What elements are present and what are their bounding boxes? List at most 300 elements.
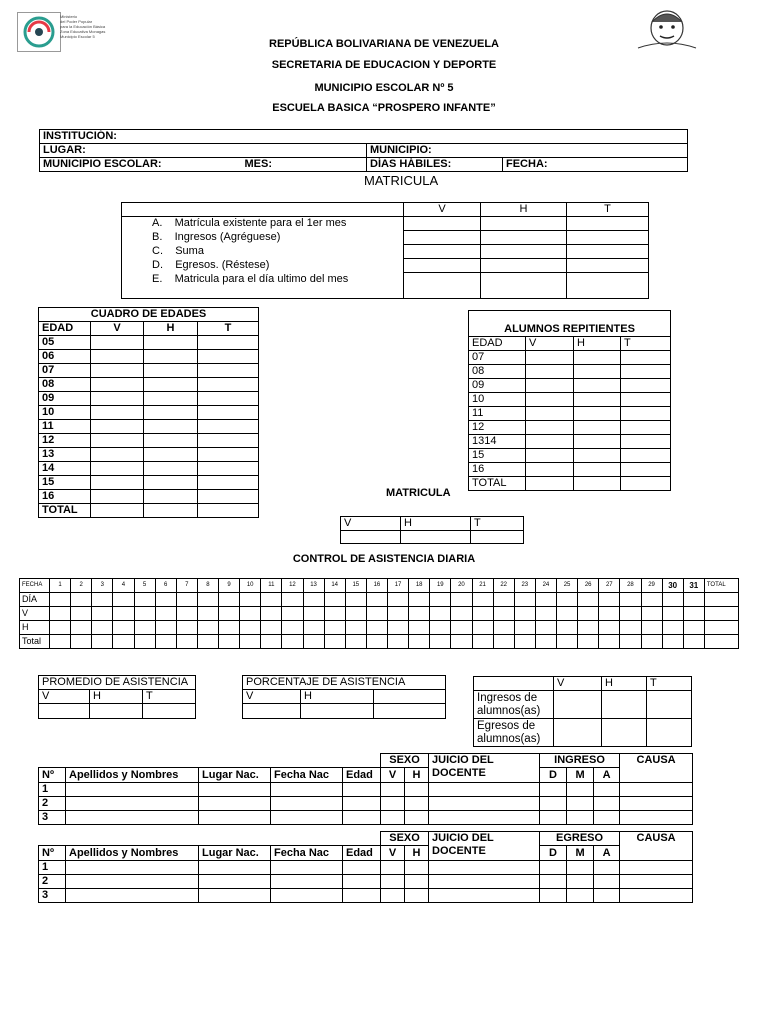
cell[interactable] [567,231,649,245]
cell[interactable] [683,593,704,607]
cell[interactable] [143,704,196,719]
cell[interactable] [620,889,693,903]
cell[interactable] [514,593,535,607]
cell[interactable] [662,635,683,649]
cell[interactable] [366,593,387,607]
cell[interactable] [198,476,259,490]
cell[interactable] [199,783,271,797]
cell[interactable] [303,621,324,635]
cell[interactable] [594,797,620,811]
cell[interactable] [514,607,535,621]
cell[interactable] [303,635,324,649]
cell[interactable] [71,621,92,635]
cell[interactable] [198,420,259,434]
cell[interactable] [535,593,556,607]
cell[interactable] [198,448,259,462]
cell[interactable] [620,861,693,875]
cell[interactable] [301,704,374,719]
cell[interactable] [472,621,493,635]
cell[interactable] [526,463,574,477]
lugar-field[interactable]: LUGAR: [40,144,367,158]
cell[interactable] [404,245,481,259]
cell[interactable] [540,875,567,889]
cell[interactable] [404,259,481,273]
cell[interactable] [282,621,303,635]
cell[interactable] [481,259,567,273]
cell[interactable] [134,607,155,621]
cell[interactable] [91,462,144,476]
cell[interactable] [401,531,471,544]
cell[interactable] [343,783,381,797]
cell[interactable] [647,719,692,747]
cell[interactable] [647,691,692,719]
cell[interactable] [481,231,567,245]
cell[interactable] [282,607,303,621]
cell[interactable] [219,621,240,635]
cell[interactable] [567,783,594,797]
cell[interactable] [493,635,514,649]
cell[interactable] [240,635,261,649]
cell[interactable] [71,593,92,607]
cell[interactable] [144,420,198,434]
cell[interactable] [113,635,134,649]
cell[interactable] [134,593,155,607]
cell[interactable] [526,421,574,435]
cell[interactable] [574,421,621,435]
cell[interactable] [621,449,671,463]
cell[interactable] [198,364,259,378]
cell[interactable] [92,621,113,635]
cell[interactable] [366,607,387,621]
cell[interactable] [144,434,198,448]
cell[interactable] [144,448,198,462]
cell[interactable] [176,635,197,649]
cell[interactable] [198,336,259,350]
cell[interactable] [620,811,693,825]
cell[interactable] [567,245,649,259]
cell[interactable] [621,477,671,491]
cell[interactable] [144,350,198,364]
cell[interactable] [493,593,514,607]
cell[interactable] [381,811,405,825]
cell[interactable] [388,621,409,635]
cell[interactable] [92,593,113,607]
cell[interactable] [381,797,405,811]
cell[interactable] [366,635,387,649]
cell[interactable] [388,635,409,649]
cell[interactable] [535,621,556,635]
cell[interactable] [343,875,381,889]
cell[interactable] [219,635,240,649]
cell[interactable] [405,783,429,797]
cell[interactable] [381,783,405,797]
cell[interactable] [574,435,621,449]
cell[interactable] [91,378,144,392]
cell[interactable] [324,621,345,635]
cell[interactable] [271,811,343,825]
cell[interactable] [620,797,693,811]
cell[interactable] [599,621,620,635]
cell[interactable] [71,607,92,621]
cell[interactable] [66,797,199,811]
cell[interactable] [535,607,556,621]
cell[interactable] [197,593,218,607]
cell[interactable] [271,861,343,875]
cell[interactable] [134,621,155,635]
cell[interactable] [594,811,620,825]
cell[interactable] [540,889,567,903]
cell[interactable] [282,593,303,607]
cell[interactable] [324,607,345,621]
cell[interactable] [554,691,602,719]
cell[interactable] [198,434,259,448]
cell[interactable] [144,406,198,420]
cell[interactable] [641,607,662,621]
cell[interactable] [155,635,176,649]
cell[interactable] [578,635,599,649]
cell[interactable] [199,861,271,875]
cell[interactable] [641,635,662,649]
cell[interactable] [526,477,574,491]
cell[interactable] [493,621,514,635]
cell[interactable] [594,783,620,797]
cell[interactable] [574,393,621,407]
cell[interactable] [429,811,540,825]
cell[interactable] [198,490,259,504]
cell[interactable] [66,889,199,903]
cell[interactable] [599,635,620,649]
cell[interactable] [540,797,567,811]
cell[interactable] [429,797,540,811]
cell[interactable] [621,463,671,477]
cell[interactable] [91,490,144,504]
cell[interactable] [271,889,343,903]
cell[interactable] [91,448,144,462]
cell[interactable] [50,607,71,621]
cell[interactable] [243,704,301,719]
cell[interactable] [557,593,578,607]
cell[interactable] [198,462,259,476]
cell[interactable] [662,593,683,607]
cell[interactable] [144,476,198,490]
cell[interactable] [574,365,621,379]
cell[interactable] [540,811,567,825]
cell[interactable] [91,420,144,434]
cell[interactable] [429,861,540,875]
cell[interactable] [429,875,540,889]
cell[interactable] [197,621,218,635]
cell[interactable] [493,607,514,621]
cell[interactable] [526,379,574,393]
cell[interactable] [66,783,199,797]
cell[interactable] [345,607,366,621]
cell[interactable] [472,635,493,649]
cell[interactable] [303,607,324,621]
cell[interactable] [540,783,567,797]
cell[interactable] [567,861,594,875]
cell[interactable] [641,621,662,635]
cell[interactable] [405,797,429,811]
cell[interactable] [481,273,567,299]
cell[interactable] [430,607,451,621]
cell[interactable] [343,889,381,903]
cell[interactable] [176,607,197,621]
cell[interactable] [303,593,324,607]
cell[interactable] [683,635,704,649]
cell[interactable] [144,504,198,518]
cell[interactable] [176,593,197,607]
cell[interactable] [574,407,621,421]
cell[interactable] [199,797,271,811]
cell[interactable] [704,607,738,621]
cell[interactable] [198,378,259,392]
cell[interactable] [91,392,144,406]
cell[interactable] [198,392,259,406]
cell[interactable] [197,635,218,649]
cell[interactable] [155,621,176,635]
cell[interactable] [567,273,649,299]
cell[interactable] [662,621,683,635]
cell[interactable] [66,811,199,825]
cell[interactable] [557,635,578,649]
fecha-field[interactable]: FECHA: [503,158,688,172]
cell[interactable] [594,889,620,903]
cell[interactable] [405,875,429,889]
cell[interactable] [602,719,647,747]
cell[interactable] [198,504,259,518]
cell[interactable] [704,621,738,635]
cell[interactable] [343,797,381,811]
cell[interactable] [113,621,134,635]
cell[interactable] [620,783,693,797]
cell[interactable] [113,607,134,621]
cell[interactable] [91,406,144,420]
cell[interactable] [620,621,641,635]
cell[interactable] [540,861,567,875]
municipio-escolar-field[interactable]: MUNICIPIO ESCOLAR: [40,158,242,172]
cell[interactable] [621,435,671,449]
cell[interactable] [514,635,535,649]
cell[interactable] [404,273,481,299]
cell[interactable] [567,875,594,889]
cell[interactable] [261,621,282,635]
cell[interactable] [620,593,641,607]
cell[interactable] [91,434,144,448]
cell[interactable] [602,691,647,719]
cell[interactable] [176,621,197,635]
cell[interactable] [343,861,381,875]
cell[interactable] [451,607,472,621]
cell[interactable] [405,811,429,825]
cell[interactable] [219,593,240,607]
cell[interactable] [91,364,144,378]
cell[interactable] [683,607,704,621]
cell[interactable] [374,704,446,719]
cell[interactable] [481,245,567,259]
cell[interactable] [621,351,671,365]
cell[interactable] [199,889,271,903]
cell[interactable] [526,449,574,463]
cell[interactable] [621,393,671,407]
cell[interactable] [599,593,620,607]
cell[interactable] [574,449,621,463]
cell[interactable] [341,531,401,544]
cell[interactable] [240,621,261,635]
cell[interactable] [199,811,271,825]
cell[interactable] [144,490,198,504]
cell[interactable] [343,811,381,825]
cell[interactable] [526,393,574,407]
cell[interactable] [535,635,556,649]
cell[interactable] [271,783,343,797]
cell[interactable] [472,593,493,607]
cell[interactable] [405,889,429,903]
cell[interactable] [567,217,649,231]
cell[interactable] [621,421,671,435]
cell[interactable] [451,635,472,649]
cell[interactable] [526,435,574,449]
cell[interactable] [50,621,71,635]
cell[interactable] [144,336,198,350]
cell[interactable] [574,477,621,491]
cell[interactable] [621,365,671,379]
cell[interactable] [92,635,113,649]
cell[interactable] [155,593,176,607]
cell[interactable] [324,635,345,649]
cell[interactable] [155,607,176,621]
cell[interactable] [381,889,405,903]
cell[interactable] [594,875,620,889]
cell[interactable] [567,797,594,811]
cell[interactable] [197,607,218,621]
cell[interactable] [324,593,345,607]
cell[interactable] [641,593,662,607]
cell[interactable] [430,593,451,607]
cell[interactable] [198,350,259,364]
cell[interactable] [409,593,430,607]
cell[interactable] [620,635,641,649]
cell[interactable] [404,231,481,245]
cell[interactable] [91,476,144,490]
cell[interactable] [144,462,198,476]
cell[interactable] [621,407,671,421]
cell[interactable] [381,875,405,889]
cell[interactable] [409,635,430,649]
cell[interactable] [574,351,621,365]
cell[interactable] [620,875,693,889]
cell[interactable] [144,392,198,406]
cell[interactable] [134,635,155,649]
cell[interactable] [271,797,343,811]
cell[interactable] [50,593,71,607]
cell[interactable] [261,607,282,621]
cell[interactable] [91,350,144,364]
cell[interactable] [271,875,343,889]
cell[interactable] [594,861,620,875]
cell[interactable] [481,217,567,231]
cell[interactable] [388,593,409,607]
cell[interactable] [144,364,198,378]
cell[interactable] [704,593,738,607]
cell[interactable] [429,889,540,903]
cell[interactable] [621,379,671,393]
cell[interactable] [599,607,620,621]
cell[interactable] [91,336,144,350]
cell[interactable] [66,861,199,875]
cell[interactable] [574,463,621,477]
cell[interactable] [198,406,259,420]
cell[interactable] [683,621,704,635]
cell[interactable] [50,635,71,649]
cell[interactable] [557,607,578,621]
cell[interactable] [381,861,405,875]
municipio-field[interactable]: MUNICIPIO: [367,144,688,158]
cell[interactable] [430,635,451,649]
institucion-field[interactable]: INSTITUCIÓN: [40,130,688,144]
cell[interactable] [91,504,144,518]
cell[interactable] [282,635,303,649]
cell[interactable] [240,593,261,607]
cell[interactable] [199,875,271,889]
cell[interactable] [567,889,594,903]
cell[interactable] [113,593,134,607]
cell[interactable] [261,635,282,649]
cell[interactable] [261,593,282,607]
cell[interactable] [345,621,366,635]
cell[interactable] [526,365,574,379]
cell[interactable] [578,621,599,635]
cell[interactable] [388,607,409,621]
cell[interactable] [144,378,198,392]
cell[interactable] [240,607,261,621]
cell[interactable] [574,379,621,393]
cell[interactable] [554,719,602,747]
mes-field[interactable]: MES: [242,158,367,172]
cell[interactable] [567,811,594,825]
dias-habiles-field[interactable]: DÍAS HÁBILES: [367,158,503,172]
cell[interactable] [430,621,451,635]
cell[interactable] [451,621,472,635]
cell[interactable] [66,875,199,889]
cell[interactable] [39,704,90,719]
cell[interactable] [472,607,493,621]
cell[interactable] [471,531,524,544]
cell[interactable] [71,635,92,649]
cell[interactable] [409,621,430,635]
cell[interactable] [90,704,143,719]
cell[interactable] [409,607,430,621]
cell[interactable] [662,607,683,621]
cell[interactable] [557,621,578,635]
cell[interactable] [704,635,738,649]
cell[interactable] [526,407,574,421]
cell[interactable] [451,593,472,607]
cell[interactable] [620,607,641,621]
cell[interactable] [578,593,599,607]
cell[interactable] [92,607,113,621]
cell[interactable] [345,635,366,649]
cell[interactable] [366,621,387,635]
cell[interactable] [219,607,240,621]
cell[interactable] [345,593,366,607]
cell[interactable] [405,861,429,875]
cell[interactable] [404,217,481,231]
cell[interactable] [578,607,599,621]
cell[interactable] [567,259,649,273]
cell[interactable] [526,351,574,365]
cell[interactable] [514,621,535,635]
cell[interactable] [429,783,540,797]
